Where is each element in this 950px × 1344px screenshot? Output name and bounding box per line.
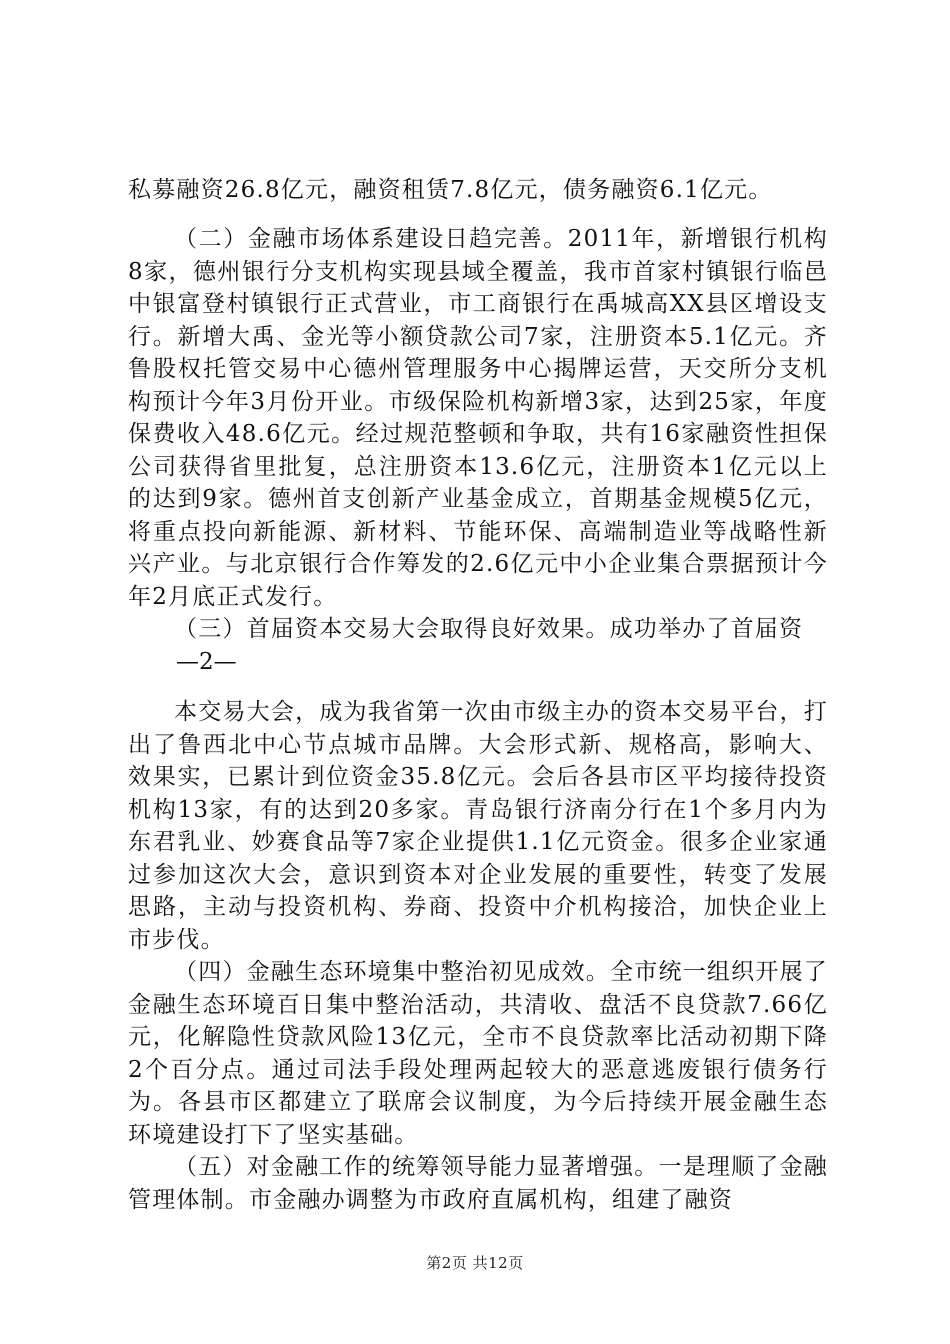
paragraph-financial-ecology: （四）金融生态环境集中整治初见成效。全市统一组织开展了金融生态环境百日集中整治活动，共清收、盘活不良贷款7.66亿元，化解隐性贷款风险13亿元，全市不良贷款率比活动初期下降2个百分点。通过司法手段处理两起较大的恶意逃废银行债务行为。各县市区都建立了联席会议制度，为今后持续开展金融生态环境建设打下了坚实基础。	[128, 959, 828, 1148]
paragraph-continuation: 私募融资26.8亿元，融资租赁7.8亿元，债务融资6.1亿元。	[128, 177, 773, 203]
text-section-lower	[128, 696, 828, 1216]
page-footer: 第2页 共12页	[426, 1254, 524, 1272]
paragraph-financial-market: （二）金融市场体系建设日趋完善。2011年，新增银行机构8家，德州银行分支机构实现县域全覆盖，我市首家村镇银行临邑中银富登村镇银行正式营业，市工商银行在禹城高XX县区增设支行。新增大禹、金光等小额贷款公司7家，注册资本5.1亿元。齐鲁股权托管交易中心德州管理服务中心揭牌运营，天交所分支机构预计今年3月份开业。市级保险机构新增3家，达到25家，年度保费收入48.6亿元。经过规范整顿和争取，共有16家融资性担保公司获得省里批复，总注册资本13.6亿元，注册资本1亿元以上的达到9家。德州首支创新产业基金成立，首期基金规模5亿元，将重点投向新能源、新材料、节能环保、高端制造业等战略性新兴产业。与北京银行合作筹发的2.6亿元中小企业集合票据预计今年2月底正式发行。	[128, 226, 828, 610]
paragraph-leadership: （五）对金融工作的统筹领导能力显著增强。一是理顺了金融管理体制。市金融办调整为市政府直属机构，组建了融资	[128, 1154, 828, 1213]
text-section-top	[128, 174, 828, 207]
text-section-main	[128, 223, 828, 678]
paragraph-capital-conference: （三）首届资本交易大会取得良好效果。成功举办了首届资	[174, 616, 804, 642]
inline-page-mark: —2—	[176, 648, 237, 675]
paragraph-capital-conference-continued: 本交易大会，成为我省第一次由市级主办的资本交易平台，打出了鲁西北中心节点城市品牌。大会形式新、规格高，影响大、效果实，已累计到位资金35.8亿元。会后各县市区平均接待投资机构13家，有的达到20多家。青岛银行济南分行在1个多月内为东君乳业、妙赛食品等7家企业提供1.1亿元资金。很多企业家通过参加这次大会，意识到资本对企业发展的重要性，转变了发展思路，主动与投资机构、券商、投资中介机构接洽，加快企业上市步伐。	[128, 699, 828, 953]
